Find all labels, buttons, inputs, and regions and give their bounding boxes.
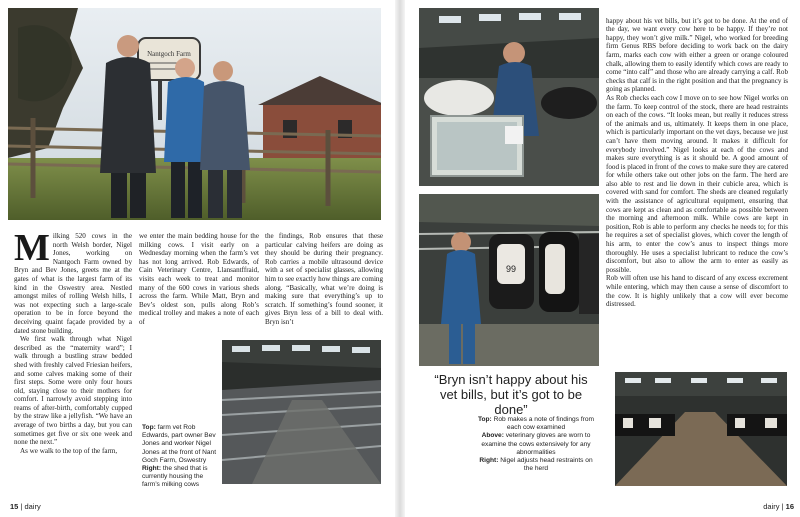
hero-photo-farmers [8,8,381,220]
photo-shed-corridor [615,372,787,486]
page-folio-left [10,502,41,511]
sign-text: Nantgoch Farm [147,50,191,58]
page-number: 15 [10,502,19,511]
body-paragraph: we enter the main bedding house for the milking cows. I visit early on a Wednesday morning when the farm’s vet has not long arrived. Rob Edwards, of Cain Veterinary Centre, Llansantffraid, visits each week to treat and monitor many of the 600 cows in various sheds across the farm. While Matt, Bryn and Bev’s oldest son, pulls along Rob’s medical trolley and makes a note of each of [139,232,259,326]
caption-label: Right: [142,465,162,473]
body-column-right [606,8,788,364]
body-paragraph: the findings, Rob ensures that these particular calving heifers are doing as they should be during their pregnancy. Rob carries a mobile ultrasound device with a set of specialist glasses, allowing him to see exactly how things are coming along. “Basically, what we’re doing is making sure that everything’s up to scratch. If something’s found sooner, it gives Bryn less of a bill to deal with. Bryn isn’t [265,232,384,326]
folio-separator: | [18,502,25,511]
drop-cap: M [14,227,50,269]
photo-vet-with-cows [419,194,599,366]
caption-text: farm vet Rob Edwards, part owner Bev Jones and worker Nigel Jones at the front of Nant Goch Farm, Oswestry [142,424,217,464]
body-paragraph: ilking 520 cows in the north Welsh border, Nigel Jones, working on Nantgoch Farm owned by Bryn and Bev Jones, greets me at the gates of what is the largest farm of its kind in the Oswestry area. Nestled amongst miles of rolling Welsh hills, I was not expecting such a large-scale operation to be in force beyond the deceiving quaint façade provided by a dated stone building. [14,232,132,335]
body-paragraph: happy about his vet bills, but it’s got to be done. At the end of the day, we want every cow here to be happy. If they’re not happy, they won’t give milk.” Nigel, who worked for breeding firm Genus RBS before deciding to work back on the dairy farm, marks each cow with either a green or orange coloured chalk, allowing them to easily identify which cows are ready to come “into calf” and those who are already carrying a calf. Rob checks that calf is in the right position and that the pregnancy is going as planned. As Rob checks each cow I move on to see how Nigel works on the farm. To keep control of the stock, there are head restraints on each of the cows. “It looks mean, but really it reduces stress of the animals and us, ultimately. It keeps them in one place, which is particularly important on the vet days, because we just can’t have them moving around. It makes it difficult for everybody involved.” Nigel looks at each of the cows and makes sure everything is as it should be. A good amount of food is placed in front of the cows to make sure they are catered for while others take out other jobs on the farm. The herd are also able to rest and lie down in their cubicle area, which is covered with sand for comfort. The sheds are cleaned regularly with the assistance of agricultural equipment, ensuring that cows are kept as clean and as comfortable as possible between the morning and afternoon milk. While cows are kept in position, Rob is able to perform any checks he needs to; for this he requires a set of specialist gloves, which cover the length of his arm, to enter the cow’s anus to inspect things more thoroughly. He uses a specialist lubricant to reduce the cow’s discomfort, but also to allow the arm to enter as easily as possible. Rob will often use his hand to discard of any excess excrement while entering, which may then cause a sense of discomfort to the cow. It is highly unlikely that a cow will ever become distressed. [606,16,788,309]
pull-quote: “Bryn isn’t happy about his vet bills, but it’s got to be done” [434,372,588,417]
caption-text: Nigel adjusts head restraints on the herd [498,457,593,473]
right-caption [477,416,595,473]
section-name: dairy [24,502,41,511]
left-page [0,0,395,517]
body-paragraph: As we walk to the top of the farm, [20,446,118,455]
svg-text:99: 99 [505,264,517,274]
page-number: 16 [785,502,794,511]
page-gutter [395,0,405,517]
right-page [405,0,800,517]
caption-label: Above: [481,432,504,440]
photo-milking-shed [222,340,381,484]
caption-text: Rob makes a note of findings from each cow examined [491,416,595,432]
folio-separator: | [779,502,786,511]
photo-vet-trolley [419,8,599,186]
left-caption [142,424,218,490]
caption-label: Top: [142,424,156,431]
caption-label: Right: [479,457,499,465]
caption-text: veterinary gloves are worn to examine the cows extensively for any abnormalities [481,432,591,456]
page-folio-right [763,502,794,511]
caption-text: the shed that is currently housing the farm’s milking cows [142,465,208,489]
body-column-1 [14,227,132,494]
body-column-3 [265,232,383,336]
section-name: dairy [763,502,780,511]
caption-label: Top: [477,416,492,423]
body-paragraph: We first walk through what Nigel described as the “maternity ward”; I walk through a bustling straw bedded shed with freshly calved Friesian heifers, and some calves making some of their first steps. Some were only four hours old, staying close to their mothers for comfort. I narrowly avoid stepping into reams of after-birth, comfortably cupped by the straw like a jellyfish. “We have an average of two births a day, but you can sometimes get five or six one week and none the next.” [14,335,132,447]
